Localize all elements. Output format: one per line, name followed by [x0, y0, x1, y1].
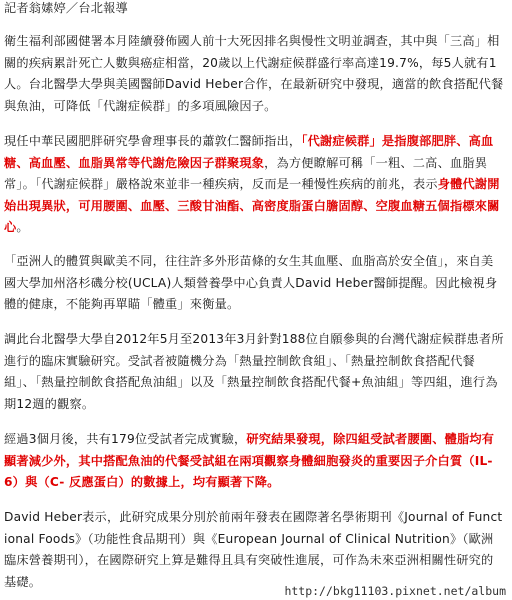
highlight-text: 身體代謝開始出現異狀，可用腰圍、血壓、三酸甘油酯、高密度脂蛋白膽固醇、空腹血糖五個指標來關心	[4, 177, 500, 234]
paragraph-study: 調此台北醫學大學自2012年5月至2013年3月針對188位自願參與的台灣代謝症候群患者所進行的臨床實驗研究。受試者被隨機分為「熱量控制飲食組」、「熱量控制飲食搭配代餐組」、「熱量控制飲食搭配魚油組」以及「熱量控制飲食搭配代餐+魚油組」等四組，進行為期12週的觀察。	[4, 332, 504, 411]
paragraph-intro: 衛生福利部國健署本月陸續發佈國人前十大死因排名與慢性文明並調查，其中與「三高」相關的疾病累計死亡人數與癌症相當，20歲以上代謝症候群盛行率高達19.7%，每5人就有1人。台北醫學大學與美國醫師David Heber合作，在最新研究中發現，適當的飲食搭配代餐與魚油，可降低「代謝症候群」的多項風險因子。	[4, 34, 504, 113]
paragraph-quote: 「亞洲人的體質與歐美不同，往往許多外形苗條的女生其血壓、血脂高於安全值」，來自美國大學加州洛杉磯分校(UCLA)人類營養學中心負責人David Heber醫師提醒。因此檢視身體的健康，不能夠再單瞄「體重」來衡量。	[4, 254, 498, 311]
highlight-text: 「代謝症候群」是指腹部肥胖、高血糖、高血壓、血脂異常等代謝危險因子群聚現象	[4, 134, 494, 170]
byline: 記者翁嫊婷／台北報導	[4, 1, 128, 15]
paragraph-definition	[4, 131, 504, 239]
paragraph-text: ，為方便瞭解可稱「一粗、二高、血脂異常」。「代謝症候群」嚴格說來並非一種疾病，反而是一種慢性疾病的前兆，表示	[4, 155, 488, 191]
watermark-url: http://bkg11103.pixnet.net/album	[284, 584, 506, 598]
highlight-text: 研究結果發現，除四組受試者腰圍、體脂均有顯著減少外，其中搭配魚油的代餐受試組在兩項觀察身體細胞發炎的重要因子介白質（IL-6）與（C- 反應蛋白）的數據上，均有顯著下降。	[4, 432, 495, 489]
paragraph-text: 。	[16, 220, 29, 234]
paragraph-text: 現任中華民國肥胖研究學會理事長的蕭敦仁醫師指出，	[4, 134, 302, 148]
paragraph-text: 經過3個月後，共有179位受試者完成實驗，	[4, 432, 247, 446]
paragraph-results	[4, 429, 504, 494]
paragraph-publication: David Heber表示，此研究成果分別於前兩年發表在國際著名學術期刊《Journal of Functional Foods》（功能性食品期刊）與《European Journal of Clinical Nutrition》（歐洲臨床營養期刊），在國際研究上算是難得且具有突破性進展，可作為未來亞洲相關性研究的基礎。	[4, 510, 503, 589]
